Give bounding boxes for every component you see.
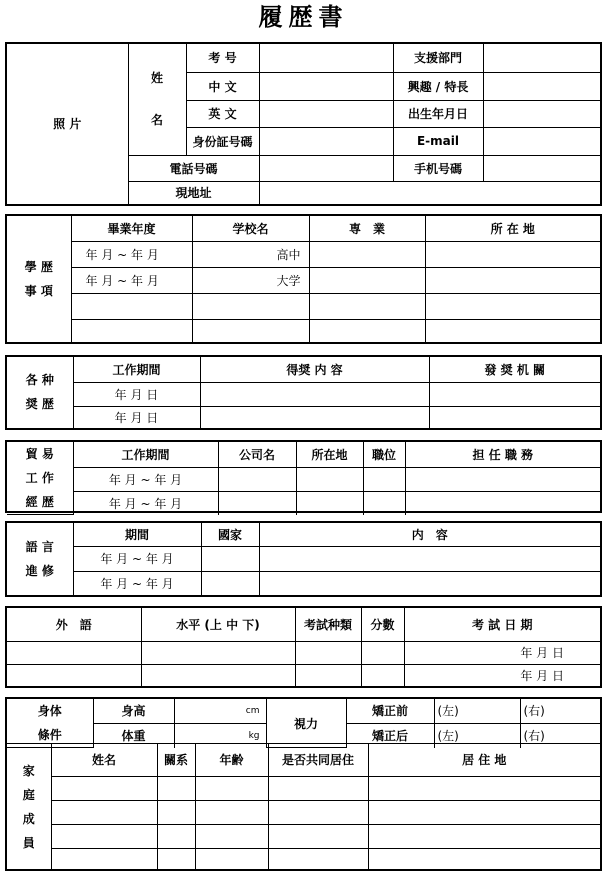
edu-period[interactable]: 年 月 ~ 年 月: [71, 241, 192, 267]
table-row: [7, 319, 600, 342]
vision-before-right[interactable]: (右): [520, 699, 600, 723]
lang-header-content: 内 容: [259, 523, 600, 546]
weight-field[interactable]: kg: [174, 723, 266, 747]
edu-header-major: 専 業: [309, 216, 425, 241]
family-age-field[interactable]: [195, 848, 268, 870]
trade-duties-field[interactable]: [405, 467, 600, 491]
chinese-name-field[interactable]: [259, 72, 393, 100]
awards-label: 各 种 奨 歴: [7, 357, 73, 428]
family-age-field[interactable]: [195, 800, 268, 824]
edu-location-field[interactable]: [425, 319, 600, 342]
edu-school[interactable]: 高中: [192, 241, 309, 267]
awards-header-content: 得奨 内 容: [200, 357, 429, 382]
language-study-label: 語 言 進 修: [7, 523, 73, 595]
table-row: [7, 467, 600, 491]
table-row: [7, 848, 600, 870]
family-residence-field[interactable]: [368, 800, 600, 824]
birth-date-field[interactable]: [483, 100, 600, 127]
lang-country-field[interactable]: [201, 571, 259, 595]
edu-major-field[interactable]: [309, 319, 425, 342]
family-name-field[interactable]: [51, 800, 157, 824]
family-cohabiting-field[interactable]: [268, 776, 368, 800]
trade-header-location: 所在地: [296, 442, 363, 467]
corrected-after-label: 矯正后: [346, 723, 434, 747]
trade-header-period: 工作期間: [73, 442, 218, 467]
award-issuer-field[interactable]: [429, 382, 600, 406]
trade-location-field[interactable]: [296, 491, 363, 514]
personal-info-section: [5, 42, 602, 206]
fl-header-language: 外 語: [7, 608, 141, 641]
trade-position-field[interactable]: [363, 491, 405, 514]
award-content-field[interactable]: [200, 382, 429, 406]
edu-period-field[interactable]: [71, 319, 192, 342]
fl-level-field[interactable]: [141, 664, 295, 686]
lang-content-field[interactable]: [259, 571, 600, 595]
fl-language-field[interactable]: [7, 664, 141, 686]
family-relation-field[interactable]: [157, 800, 195, 824]
awards-section: [5, 355, 602, 430]
photo-area[interactable]: 照 片: [7, 44, 128, 204]
award-date[interactable]: 年 月 日: [73, 382, 200, 406]
department-field[interactable]: [483, 44, 600, 72]
edu-header-year: 畢業年度: [71, 216, 192, 241]
edu-major-field[interactable]: [309, 293, 425, 319]
awards-header-issuer: 發 奨 机 關: [429, 357, 600, 382]
vision-after-right[interactable]: (右): [520, 723, 600, 747]
email-label: E-mail: [393, 127, 483, 155]
family-cohabiting-field[interactable]: [268, 800, 368, 824]
page-title: 履歴書: [258, 2, 349, 31]
department-label: 支援部門: [393, 44, 483, 72]
trade-duties-field[interactable]: [405, 491, 600, 514]
fl-exam-type-field[interactable]: [295, 641, 361, 664]
lang-period[interactable]: 年 月 ~ 年 月: [73, 546, 201, 571]
english-name-field[interactable]: [259, 100, 393, 127]
edu-period[interactable]: 年 月 ~ 年 月: [71, 267, 192, 293]
table-row: [7, 824, 600, 848]
address-label: 現地址: [128, 181, 259, 204]
height-field[interactable]: cm: [174, 699, 266, 723]
exam-no-label: 考 号: [186, 44, 259, 72]
trade-header-position: 職位: [363, 442, 405, 467]
edu-header-location: 所 在 地: [425, 216, 600, 241]
family-header-age: 年齢: [195, 744, 268, 776]
english-name-label: 英 文: [186, 100, 259, 127]
weight-label: 体重: [93, 723, 174, 747]
table-row: [7, 664, 600, 686]
vision-before-left[interactable]: (左): [434, 699, 520, 723]
hobby-label: 興趣 / 特長: [393, 72, 483, 100]
trade-period[interactable]: 年 月 ~ 年 月: [73, 491, 218, 514]
lang-content-field[interactable]: [259, 546, 600, 571]
trade-label: 貿 易 工 作 經 歴: [7, 442, 73, 515]
edu-major-field[interactable]: [309, 267, 425, 293]
edu-major-field[interactable]: [309, 241, 425, 267]
trade-experience-section: [5, 440, 602, 513]
birth-date-label: 出生年月日: [393, 100, 483, 127]
trade-position-field[interactable]: [363, 467, 405, 491]
award-content-field[interactable]: [200, 406, 429, 428]
family-header-residence: 居 住 地: [368, 744, 600, 776]
family-name-field[interactable]: [51, 824, 157, 848]
lang-period[interactable]: 年 月 ~ 年 月: [73, 571, 201, 595]
edu-location-field[interactable]: [425, 241, 600, 267]
family-section: [5, 743, 602, 871]
vision-label: 視力: [266, 699, 346, 748]
mobile-label: 手机号碼: [393, 155, 483, 181]
family-age-field[interactable]: [195, 776, 268, 800]
trade-header-company: 公司名: [218, 442, 296, 467]
edu-school[interactable]: 大学: [192, 267, 309, 293]
trade-location-field[interactable]: [296, 467, 363, 491]
edu-location-field[interactable]: [425, 267, 600, 293]
table-row: [7, 641, 600, 664]
trade-header-duties: 担 任 職 務: [405, 442, 600, 467]
exam-no-field[interactable]: [259, 44, 393, 72]
family-label: 家 庭 成 員: [7, 744, 51, 870]
language-study-section: [5, 521, 602, 597]
fl-score-field[interactable]: [361, 641, 404, 664]
family-age-field[interactable]: [195, 824, 268, 848]
name-label: 姓 名: [128, 44, 186, 155]
fl-header-level: 水平 (上 中 下): [141, 608, 295, 641]
lang-header-country: 國家: [201, 523, 259, 546]
body-label: 身体 條件: [7, 699, 93, 748]
email-field[interactable]: [483, 127, 600, 155]
lang-header-period: 期間: [73, 523, 201, 546]
hobby-field[interactable]: [483, 72, 600, 100]
table-row: [7, 241, 600, 267]
fl-header-exam-type: 考試种類: [295, 608, 361, 641]
family-cohabiting-field[interactable]: [268, 824, 368, 848]
family-header-relation: 關系: [157, 744, 195, 776]
family-residence-field[interactable]: [368, 848, 600, 870]
edu-header-school: 学校名: [192, 216, 309, 241]
family-name-field[interactable]: [51, 776, 157, 800]
education-section: [5, 214, 602, 344]
family-header-name: 姓名: [51, 744, 157, 776]
phone-label: 電話号碼: [128, 155, 259, 181]
family-residence-field[interactable]: [368, 776, 600, 800]
table-row: [7, 382, 600, 406]
fl-exam-type-field[interactable]: [295, 664, 361, 686]
id-no-label: 身份証号碼: [186, 127, 259, 155]
family-header-cohabiting: 是否共同居住: [268, 744, 368, 776]
family-relation-field[interactable]: [157, 848, 195, 870]
table-row: [7, 491, 600, 514]
family-relation-field[interactable]: [157, 776, 195, 800]
table-row: [7, 571, 600, 595]
foreign-language-section: [5, 606, 602, 688]
table-row: [7, 293, 600, 319]
family-cohabiting-field[interactable]: [268, 848, 368, 870]
phone-field[interactable]: [259, 155, 393, 181]
table-row: [7, 546, 600, 571]
edu-location-field[interactable]: [425, 293, 600, 319]
family-residence-field[interactable]: [368, 824, 600, 848]
award-issuer-field[interactable]: [429, 406, 600, 428]
chinese-name-label: 中 文: [186, 72, 259, 100]
table-row: [7, 800, 600, 824]
vision-after-left[interactable]: (左): [434, 723, 520, 747]
address-field[interactable]: [259, 181, 600, 204]
fl-language-field[interactable]: [7, 641, 141, 664]
edu-period-field[interactable]: [71, 293, 192, 319]
table-row: [7, 776, 600, 800]
awards-header-period: 工作期間: [73, 357, 200, 382]
family-name-field[interactable]: [51, 848, 157, 870]
trade-period[interactable]: 年 月 ~ 年 月: [73, 467, 218, 491]
trade-company-field[interactable]: [218, 467, 296, 491]
education-label: 學 歴 事 項: [7, 216, 71, 342]
fl-header-score: 分數: [361, 608, 404, 641]
edu-school-field[interactable]: [192, 319, 309, 342]
table-row: [7, 267, 600, 293]
mobile-field[interactable]: [483, 155, 600, 181]
fl-exam-date[interactable]: 年 月 日: [404, 641, 600, 664]
corrected-before-label: 矯正前: [346, 699, 434, 723]
trade-company-field[interactable]: [218, 491, 296, 514]
family-relation-field[interactable]: [157, 824, 195, 848]
fl-level-field[interactable]: [141, 641, 295, 664]
lang-country-field[interactable]: [201, 546, 259, 571]
height-label: 身高: [93, 699, 174, 723]
body-condition-section: [5, 697, 602, 745]
edu-school-field[interactable]: [192, 293, 309, 319]
table-row: [7, 406, 600, 428]
award-date[interactable]: 年 月 日: [73, 406, 200, 428]
id-no-field[interactable]: [259, 127, 393, 155]
fl-score-field[interactable]: [361, 664, 404, 686]
fl-header-exam-date: 考 試 日 期: [404, 608, 600, 641]
fl-exam-date[interactable]: 年 月 日: [404, 664, 600, 686]
